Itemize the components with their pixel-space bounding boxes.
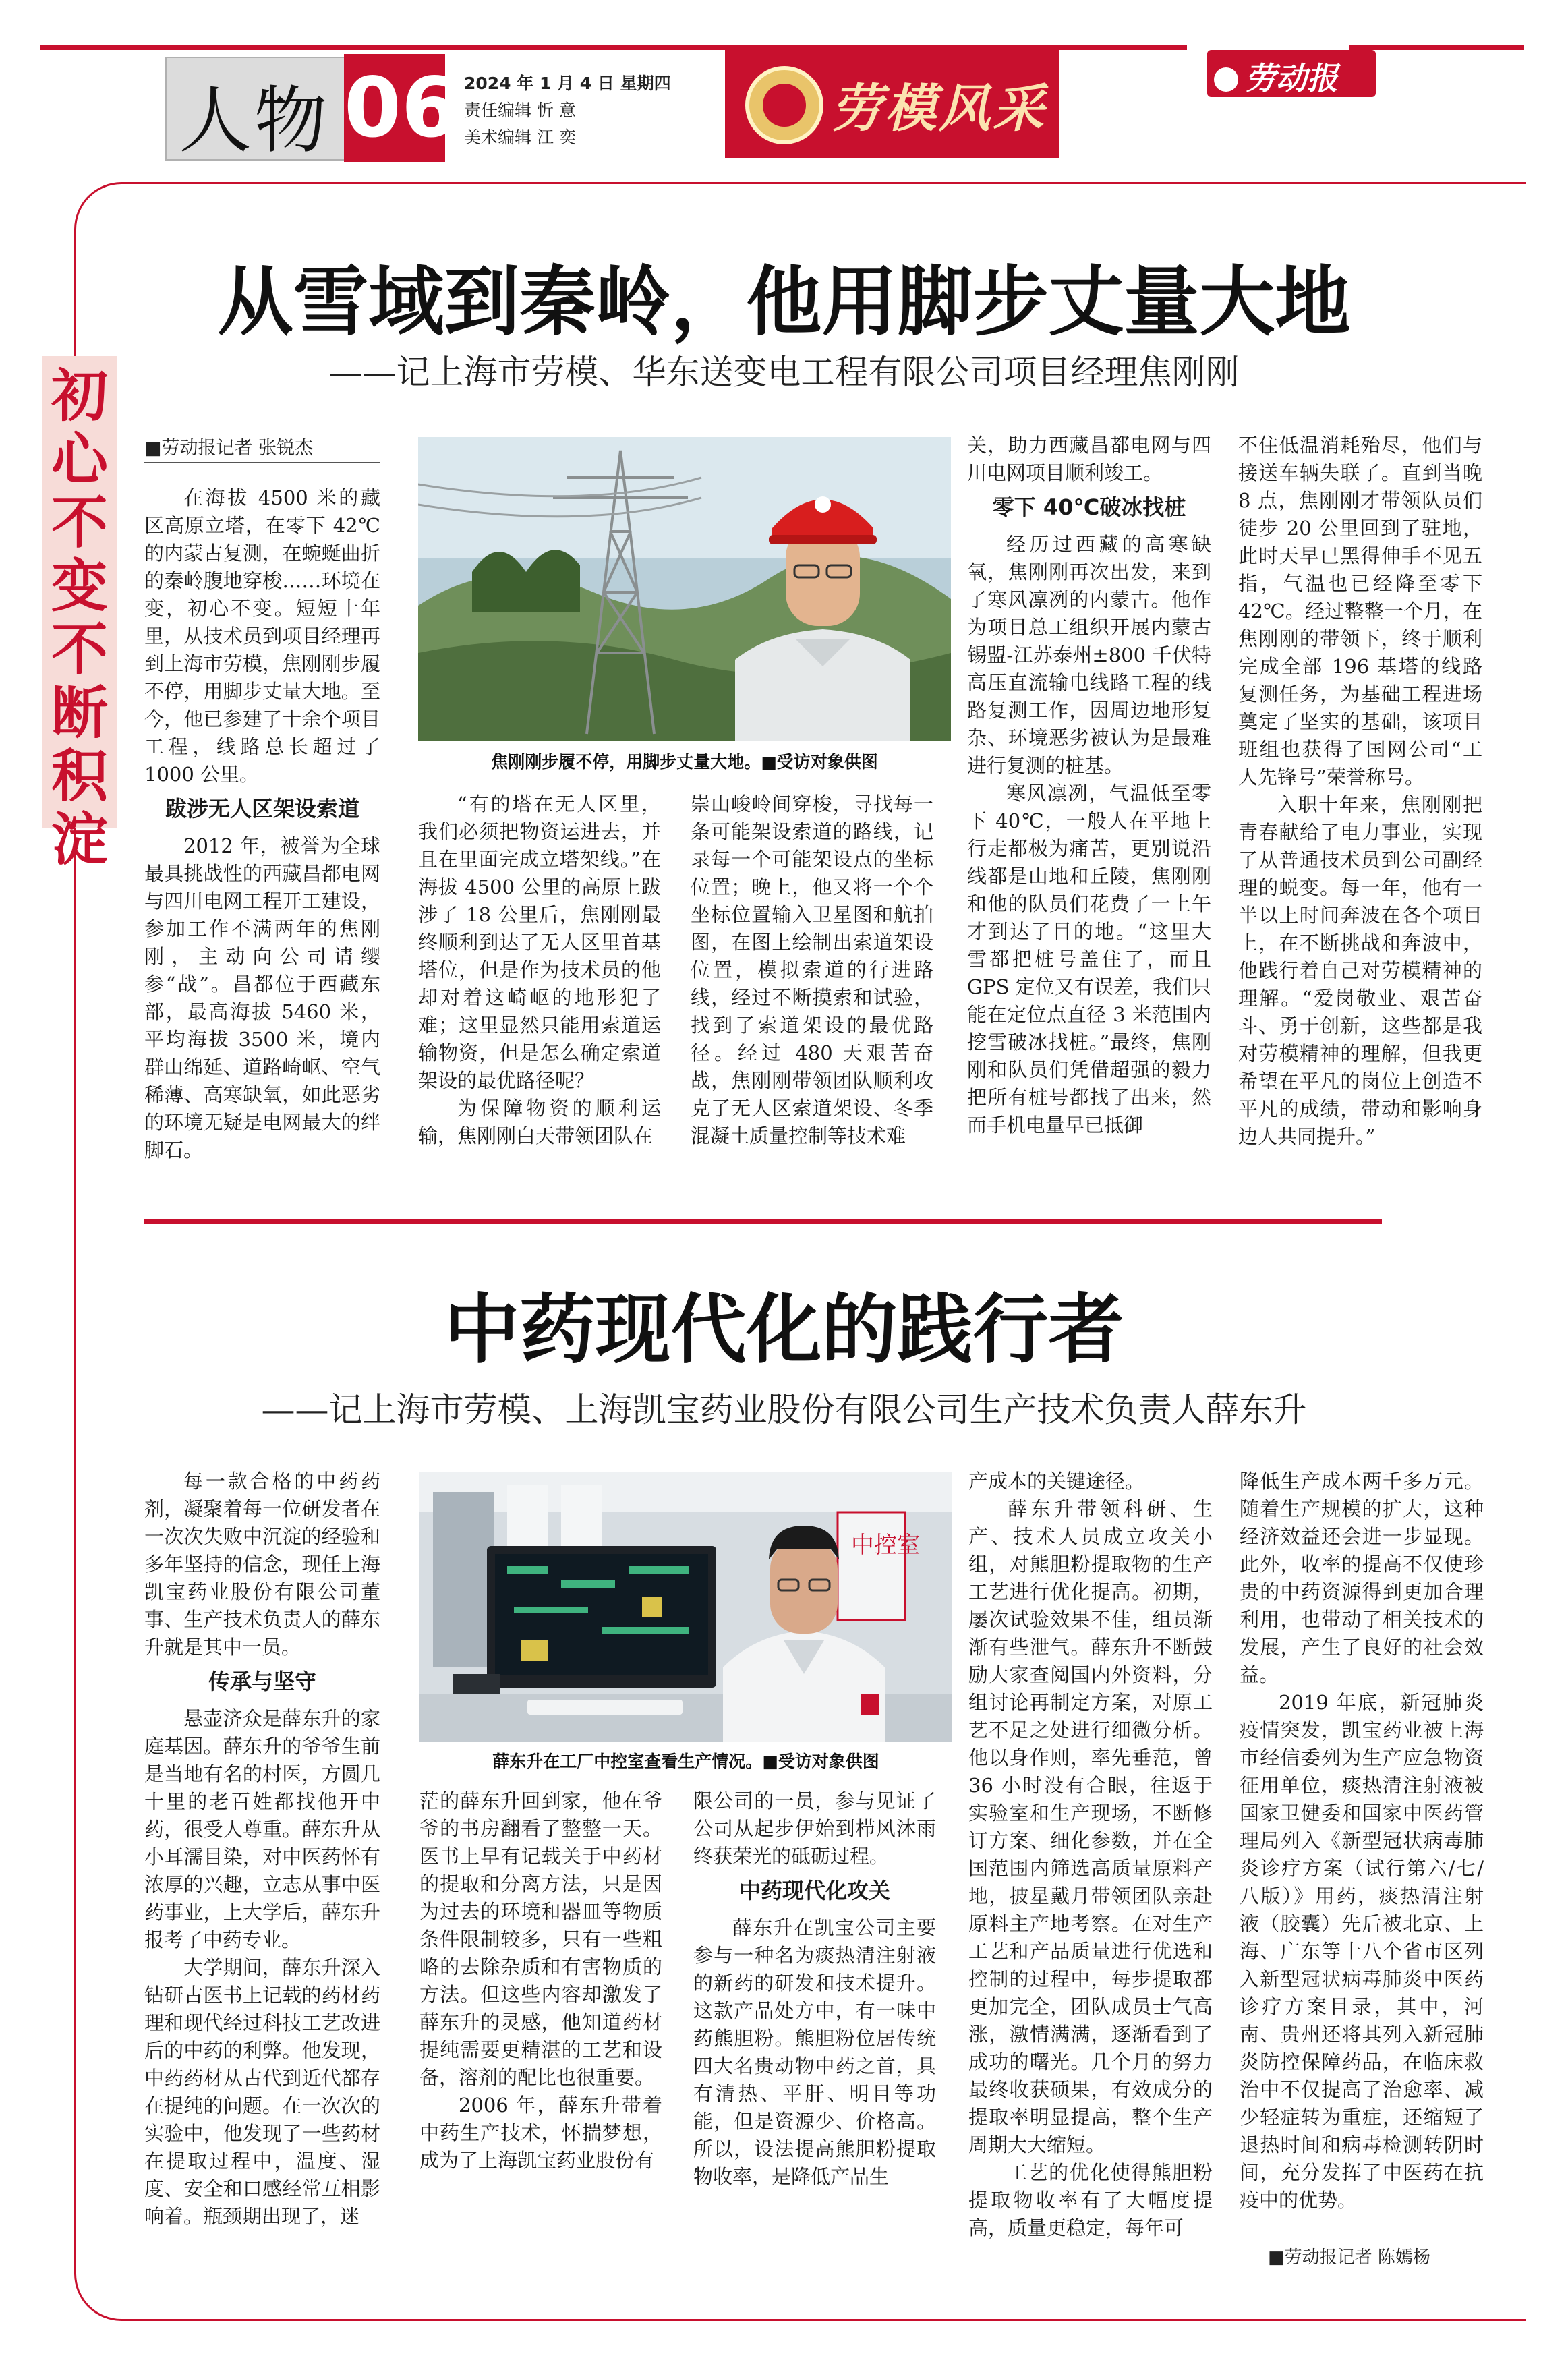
union-emblem-inner [763,84,806,127]
article2-title: 中药现代化的践行者 [444,1286,1124,1374]
paragraph: 2019 年底，新冠肺炎疫情突发，凯宝药业被上海市经信委列为生产应急物资征用单位，痰热清注射液被国家卫健委和国家中医药管理局列入《新型冠状病毒肺炎诊疗方案（试行第六/七/八版）》用药，痰热清注射液（胶囊）先后被北京、上海、广东等十八个省市区列入新型冠状病毒肺炎中医药诊疗方案目录，其中，河南、贵州还将其列入新冠肺炎防控保障药品，在临床救治中不仅提高了治愈率、减少轻症转为重症，还缩短了退热时间和病毒检测转阴时间，充分发挥了中医药在抗疫中的优势。 [1240,1691,1484,2212]
article1-column-2 [418,791,661,1195]
page-number: 06 [344,54,445,162]
paragraph: 悬壶济众是薛东升的家庭基因。薛东升的爷爷生前是当地有名的村医，方圆几十里的老百姓都找他开中药，很受人尊重。薛东升从小耳濡目染，对中医药怀有浓厚的兴趣，立志从事中医药事业，上大学后，薛东升报考了中药专业。 [144,1707,380,1951]
article1-column-1 [144,484,380,1193]
paragraph: 经历过西藏的高寒缺氧，焦刚刚再次出发，来到了寒风凛冽的内蒙古。他作为项目总工组织开展内蒙古锡盟-江苏泰州±800 千伏特高压直流输电线路工程的线路复测工作，因周边地形复杂、环境恶劣被认为是最难进行复测的桩基。 [967,533,1211,777]
paragraph: 寒风凛冽，气温低至零下 40℃，一般人在平地上行走都极为痛苦，更别说沿线都是山地和丘陵，焦刚刚和他的队员们花费了一上午才到达了目的地。“这里大雪都把桩号盖住了，而且 GPS 定位又有误差，我们只能在定位点直径 3 米范围内挖雪破冰找桩。”最终，焦刚刚和队员们凭借超强的毅力把所有桩号都找了出来，然而手机电量早已抵御 [967,782,1211,1137]
paragraph: 工艺的优化使得熊胆粉提取物收率有了大幅度提高，质量更稳定，每年可 [968,2161,1213,2239]
engineer-photo-illustration [418,437,951,741]
article2-subtitle: ——记上海市劳模、上海凯宝药业股份有限公司生产技术负责人薛东升 [261,1390,1307,1429]
article1-photo [418,437,951,741]
paragraph: 2006 年，薛东升带着中药生产技术，怀揣梦想，成为了上海凯宝药业股份有 [419,2094,662,2172]
side-slogan: 初心不变 不断积淀 [51,362,108,873]
paragraph: 每一款合格的中药药剂，凝聚着每一位研发者在一次次失败中沉淀的经验和多年坚持的信念，现任上海凯宝药业股份有限公司董事、生产技术负责人的薛东升就是其中一员。 [144,1470,380,1659]
paragraph: 产成本的关键途径。 [968,1470,1145,1493]
article2-photo [419,1472,952,1742]
article2-column-1 [144,1468,380,2274]
paragraph: 关，助力西藏昌都电网与四川电网项目顺利竣工。 [967,434,1211,484]
article1-photo-caption: 焦刚刚步履不停，用脚步丈量大地。■受访对象供图 [491,752,878,772]
paragraph: 崇山峻岭间穿梭，寻找每一条可能架设索道的路线，记录每一个可能架设点的坐标位置；晚上，他又将一个个坐标位置输入卫星图和航拍图，在图上绘制出索道架设位置，模拟索道的行进路线，经过不断摸索和试验，找到了索道架设的最优路径。经过 480 天艰苦奋战，焦刚刚带领团队顺利攻克了无人区索道架设、冬季混凝土质量控制等技术难 [691,793,933,1147]
article1-subtitle: ——记上海市劳模、华东送变电工程有限公司项目经理焦刚刚 [328,353,1240,392]
section-label: 人物 [179,79,330,163]
paragraph: “有的塔在无人区里，我们必须把物资运进去，并且在里面完成立塔架线。”在海拔 4500 公里的高原上跋涉了 18 公里后，焦刚刚最终顺利到达了无人区里首基塔位，但是作为技术员的他却对着这崎岖的地形犯了难；这里显然只能用索道运输物资，但是怎么确定索道架设的最优路径呢？ [418,793,661,1092]
section-heading: 零下 40℃破冰找桩 [992,494,1186,520]
section-heading: 跋涉无人区架设索道 [165,796,359,822]
paragraph: 为保障物资的顺利运输，焦刚刚白天带领团队在 [418,1097,661,1147]
article2-byline: ■劳动报记者 陈嫣杨 [1268,2247,1430,2268]
article1-byline: ■劳动报记者 张锐杰 [144,433,380,463]
article2-column-5 [1240,1468,1484,2237]
article1-column-5 [1238,432,1482,1195]
paragraph: 降低生产成本两千多万元。随着生产规模的扩大，这种经济效益还会进一步显现。此外，收率的提高不仅使珍贵的中药资源得到更加合理利用，也带动了相关技术的发展，产生了良好的社会效益。 [1240,1470,1484,1686]
header-top-rule-right [1349,45,1524,50]
art-editor-line: 美术编辑 江 奕 [464,127,576,147]
article1-column-4 [967,432,1211,1195]
paragraph: 薛东升带领科研、生产、技术人员成立攻关小组，对熊胆粉提取物的生产工艺进行优化提高。初期，屡次试验效果不佳，组员渐渐有些泄气。薛东升不断鼓励大家查阅国内外资料，分组讨论再制定方案，对原工艺不足之处进行细微分析。他以身作则，率先垂范，曾 36 小时没有合眼，往返于实验室和生产现场，不断修订方案、细化参数，并在全国范围内筛选高质量原料产地，披星戴月带领团队亲赴原料主产地考察。在对生产工艺和产品质量进行优选和控制的过程中，每步提取都更加完全，团队成员士气高涨，激情满满，逐渐看到了成功的曙光。几个月的努力最终收获硕果，有效成分的提取率明显提高，整个生产周期大大缩短。 [968,1497,1213,2156]
editor-line: 责任编辑 忻 意 [464,100,576,120]
section-heading: 中药现代化攻关 [738,1878,890,1903]
screen-label: 中控室 [851,1532,920,1559]
newspaper-logo-text [1214,54,1338,98]
article1-column-3 [691,791,933,1195]
paragraph: 茫的薛东升回到家，他在爷爷的书房翻看了整整一天。医书上早有记载关于中药材的提取和分离方法，只是因为过去的环境和器皿等物质条件限制较多，只有一些粗略的去除杂质和有害物质的方法。但这些内容却激发了薛东升的灵感，他知道药材提纯需要更精湛的工艺和设备，溶剂的配比也很重要。 [419,1789,662,2089]
control-room-photo-illustration [419,1472,952,1742]
paragraph: 大学期间，薛东升深入钻研古医书上记载的药材药理和现代经过科技工艺改进后的中药的利弊。他发现，中药药材从古代到近代都存在提纯的问题。在一次次的实验中，他发现了一些药材在提取过程中，温度、湿度、安全和口感经常互相影响着。瓶颈期出现了，迷 [144,1956,380,2228]
header-top-rule [40,45,1187,50]
paragraph: 入职十年来，焦刚刚把青春献给了电力事业，实现了从普通技术员到公司副经理的蜕变。每一年，他有一半以上时间奔波在各个项目上，在不断挑战和奔波中，他践行着自己对劳模精神的理解。“爱岗敬业、艰苦奋斗、勇于创新，这些都是我对劳模精神的理解，但我更希望在平凡的岗位上创造不平凡的成绩，带动和影响身边人共同提升。” [1238,793,1482,1148]
article2-photo-caption: 薛东升在工厂中控室查看生产情况。■受访对象供图 [492,1752,879,1771]
article1-title: 从雪域到秦岭，他用脚步丈量大地 [217,258,1351,346]
paragraph: 不住低温消耗殆尽，他们与接送车辆失联了。直到当晚 8 点，焦刚刚才带领队员们徒步 20 公里回到了驻地，此时天早已黑得伸手不见五指，气温也已经降至零下 42℃。经过整整一个月，在焦刚刚的带领下，终于顺利完成全部 196 基塔的线路复测任务，为基础工程进场奠定了坚实的基础，该项目班组也获得了国网公司“工人先锋号”荣誉称号。 [1238,434,1482,788]
logo-name: 劳动报 [1245,60,1338,96]
banner-title: 劳模风采 [831,78,1047,138]
paragraph: 薛东升在凯宝公司主要参与一种名为痰热清注射液的新药的研发和技术提升。这款产品处方中，有一味中药熊胆粉。熊胆粉位居传统四大名贵动物中药之首，具有清热、平肝、明目等功能，但是资源少、价格高。所以，设法提高熊胆粉提取物收率，是降低产品生 [693,1916,936,2188]
paragraph: 2012 年，被誉为全球最具挑战性的西藏昌都电网与四川电网工程开工建设，参加工作不满两年的焦刚刚，主动向公司请缨参“战”。昌都位于西藏东部，最高海拔 5460 米，平均海拔 3500 米，境内群山绵延、道路崎岖、空气稀薄、高寒缺氧，如此恶劣的环境无疑是电网最大的绊脚石。 [144,834,380,1161]
date-line: 2024 年 1 月 4 日 星期四 [464,74,671,93]
paragraph: 在海拔 4500 米的藏区高原立塔，在零下 42℃的内蒙古复测，在蜿蜒曲折的秦岭腹地穿梭……环境在变，初心不变。短短十年里，从技术员到项目经理再到上海市劳模，焦刚刚步履不停，用脚步丈量大地。至今，他已参建了十余个项目工程，线路总长超过了 1000 公里。 [144,486,380,786]
article2-column-2 [419,1787,662,2273]
paragraph: 限公司的一员，参与见证了公司从起步伊始到栉风沐雨终获荣光的砥砺过程。 [693,1789,936,1868]
article-divider [144,1219,1382,1224]
section-heading: 传承与坚守 [208,1669,316,1694]
article2-column-3 [693,1787,936,2273]
logo-mark-icon [1214,67,1238,92]
article2-column-4 [968,1468,1213,2274]
